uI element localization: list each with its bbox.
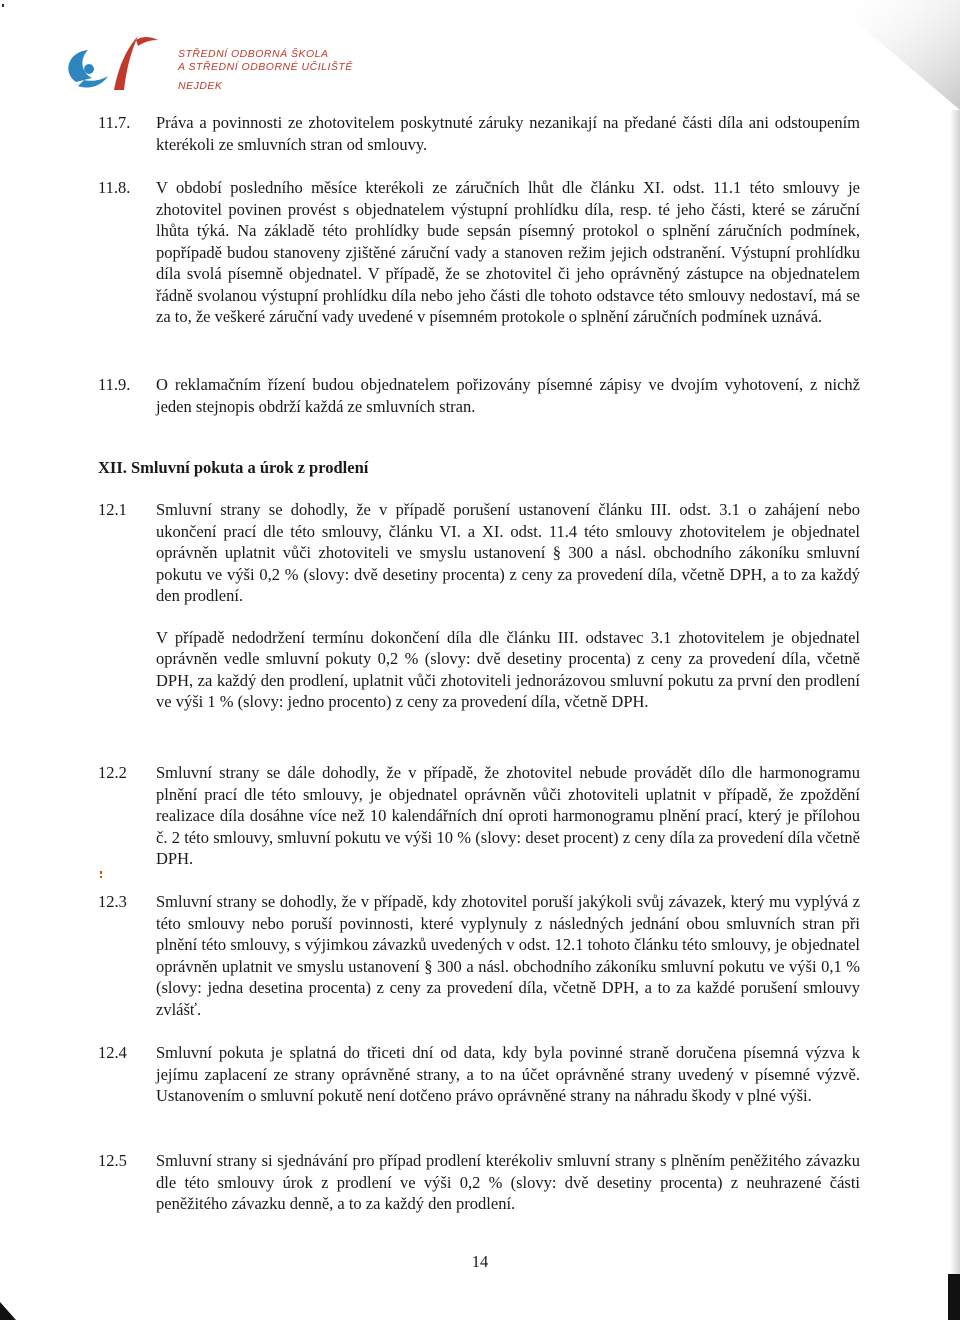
clause-12-3 [98, 891, 860, 1020]
clause-text: Smluvní strany se dále dohodly, že v případě, že zhotovitel nebude provádět dílo dle harmonogramu plnění prací dle této smlouvy, je objednatel oprávněn vůči zhotoviteli uplatnit v případě, že zpoždění realizace díla dosáhne více než 10 kalendářních dní oproti harmonogramu plnění prací, který je přílohou č. 2 této smlouvy, smluvní pokutu ve výši 10 % (slovy: deset procent) z ceny díla za provedení díla včetně DPH. [156, 763, 860, 868]
clause-number: 12.5 [98, 1151, 127, 1170]
logo-emblem-icon [58, 30, 178, 100]
scan-mark [99, 871, 103, 879]
clause-text: Práva a povinnosti ze zhotovitelem poskytnuté záruky nezanikají na předané části díla ani odstoupením kterékoli ze smluvních stran od smlouvy. [156, 113, 860, 154]
clause-12-4 [98, 1042, 860, 1107]
scan-speck [2, 4, 4, 7]
scan-edge-shadow [950, 110, 960, 1320]
scan-corner-mark [948, 1274, 960, 1320]
clause-12-1 [98, 499, 860, 713]
clause-number: 12.1 [98, 500, 127, 519]
clause-12-5 [98, 1150, 860, 1215]
clause-text: Smluvní pokuta je splatná do třiceti dní od data, kdy byla povinné straně doručena písemná výzva k jejímu zaplacení ze strany oprávněné strany, a to na účet oprávněné strany uvedený v písemné výzvě. Ustanovením o smluvní pokutě není dotčeno právo oprávněné strany na náhradu škody v plné výši. [156, 1043, 860, 1105]
clause-number: 11.9. [98, 375, 131, 394]
logo-text-line2: A STŘEDNÍ ODBORNÉ UČILIŠTĚ [178, 61, 353, 73]
clause-text: Smluvní strany se dohodly, že v případě, kdy zhotovitel poruší jakýkoli svůj závazek, který mu vyplývá z této smlouvy nebo poruší povinnosti, které vyplynuly z následných jednání obou smluvních stran při plnění této smlouvy, s výjimkou závazků uvedených v odst. 12.1 tohoto článku této smlouvy, je objednatel oprávněn uplatnit ve smyslu ustanovení § 300 a násl. obchodního zákoníku smluvní pokutu ve výši 0,1 % (slovy: jedna desetina procenta) z ceny za provedení díla, včetně DPH, a to za každé porušení smlouvy zvlášť. [156, 892, 860, 1019]
clause-number: 12.3 [98, 892, 127, 911]
scan-corner-mark [0, 1302, 16, 1320]
clause-11-8 [98, 177, 860, 328]
clause-text: Smluvní strany si sjednávání pro případ prodlení kterékoliv smluvní strany s plněním peněžitého závazku dle této smlouvy úrok z prodlení ve výši 0,2 % (slovy: dvě desetiny procenta) z neuhrazené části peněžitého závazku denně, a to za každý den prodlení. [156, 1151, 860, 1213]
clause-number: 12.4 [98, 1043, 127, 1062]
logo-text-line3: NEJDEK [178, 80, 223, 92]
clause-11-9 [98, 374, 860, 417]
clause-text: Smluvní strany se dohodly, že v případě porušení ustanovení článku III. odst. 3.1 o zahájení nebo ukončení prací dle této smlouvy, článku VI. a XI. odst. 11.4 této smlouvy zhotovitelem je objednatel oprávněn uplatnit vůči zhotoviteli ve smyslu ustanovení § 300 a násl. obchodního zákoníku smluvní pokutu ve výši 0,2 % (slovy: dvě desetiny procenta) z ceny za provedení díla, včetně DPH, a to za každý den prodlení. [156, 500, 860, 605]
clause-12-2 [98, 762, 860, 870]
logo-text-line1: STŘEDNÍ ODBORNÁ ŠKOLA [178, 48, 329, 60]
clause-number: 11.8. [98, 178, 131, 197]
scan-corner-shadow [830, 0, 960, 110]
clause-number: 11.7. [98, 113, 131, 132]
clause-number: 12.2 [98, 763, 127, 782]
clause-11-7 [98, 112, 860, 155]
page-number: 14 [471, 1252, 489, 1271]
clause-text: O reklamačním řízení budou objednatelem pořizovány písemné zápisy ve dvojím vyhotovení, z nichž jeden stejnopis obdrží každá ze smluvních stran. [156, 375, 860, 416]
clause-text: V období posledního měsíce kterékoli ze záručních lhůt dle článku XI. odst. 11.1 této smlouvy je zhotovitel povinen provést s objednatelem výstupní prohlídku díla, resp. té jeho části, které se záruční lhůta týká. Na základě této prohlídky bude sepsán písemný protokol o splnění záručních podmínek, popřípadě budou stanoveny zjištěné záruční vady a stanoven režim jejich odstranění. Výstupní prohlídku díla svolá písemně objednatel. V případě, že se zhotovitel či jeho oprávněný zástupce na objednatelem řádně svolanou výstupní prohlídku díla nebo jeho části dle tohoto odstavce této smlouvy nedostaví, má se za to, že veškeré záruční vady uvedené v písemném protokole o splnění záručních podmínek uznává. [156, 178, 860, 326]
school-logo [58, 30, 353, 100]
clause-text-second-paragraph: V případě nedodržení termínu dokončení díla dle článku III. odstavec 3.1 zhotovitelem je objednatel oprávněn vedle smluvní pokuty 0,2 % (slovy: dvě desetiny procenta) z ceny za provedení díla, včetně DPH, za každý den prodlení, uplatnit vůči zhotoviteli jednorázovou smluvní pokutu za první den prodlení ve výši 1 % (slovy: jedno procento) z ceny za provedení díla, včetně DPH. [156, 627, 860, 711]
section-title: XII. Smluvní pokuta a úrok z prodlení [98, 458, 369, 477]
